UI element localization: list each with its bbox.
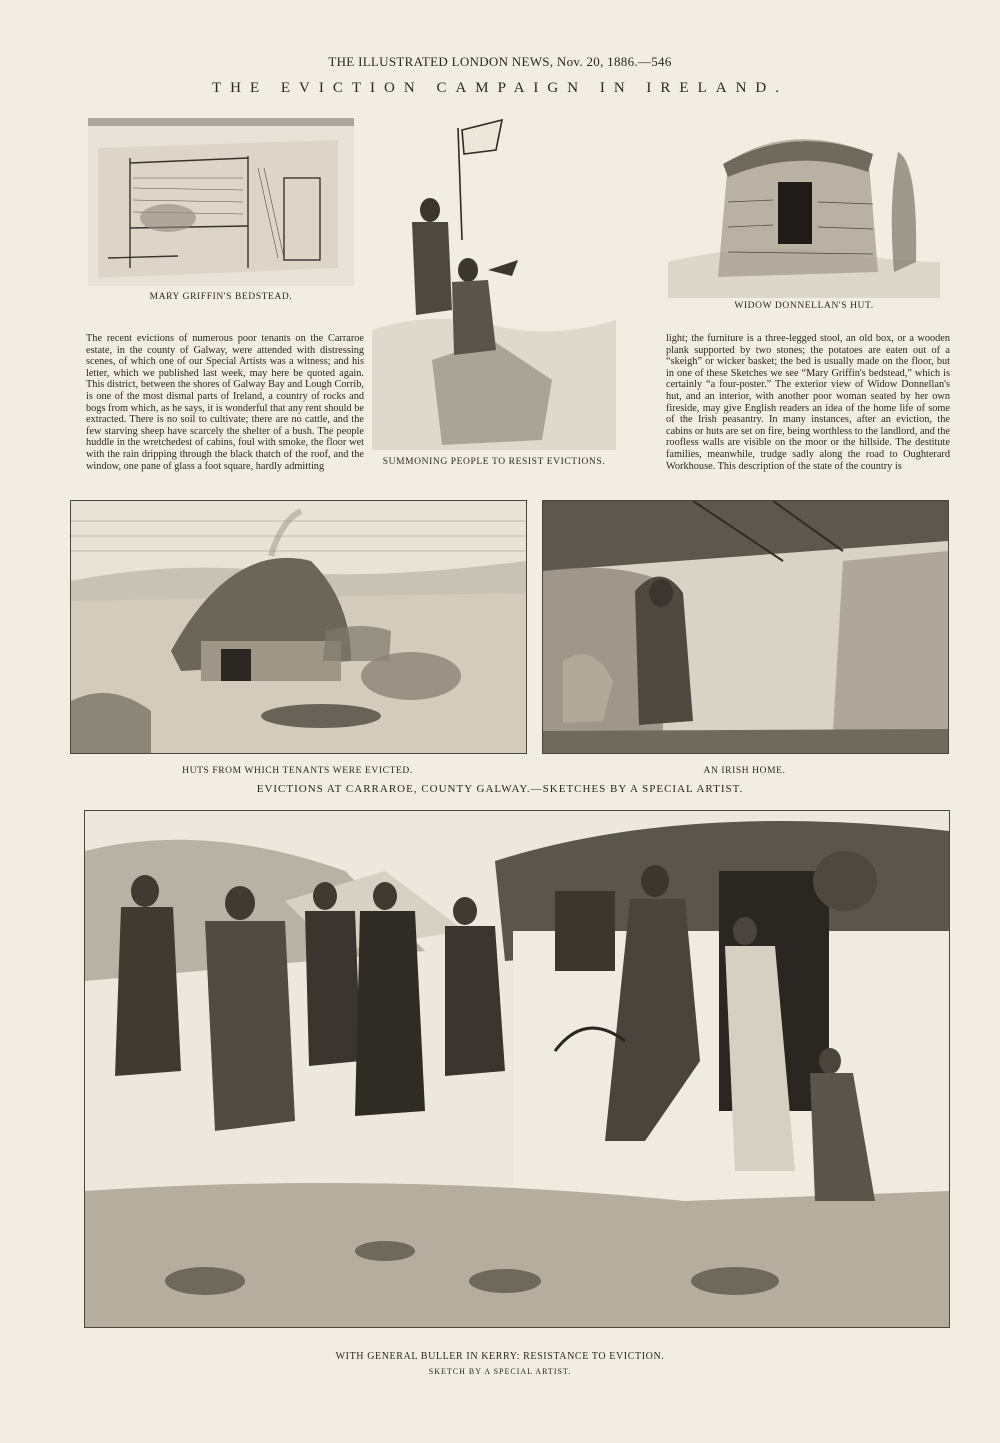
huts-illustration: [70, 500, 527, 754]
widow-hut-illustration: [668, 112, 940, 298]
irish-home-caption: AN IRISH HOME.: [703, 766, 786, 776]
article-right-column: light; the furniture is a three-legged stool, an old box, or a wooden plank supported by two stones; the potatoes are eaten out of a “skeigh” or wicker basket; the bed is usually made on the floor, but in one of these Sketches we see “Mary Griffin's bedstead,” which is certainly “a four-poster.” The exterior view of Widow Donnellan's hut, and an interior, with another poor woman seated by her own fireside, may give English readers an idea of the home life of some of the Irish peasantry. In many instances, after an eviction, the cabins or huts are set on fire, being worthless to the landlord, and the roofless walls are visible on the moor or the hillside. The destitute families, meanwhile, trudge sadly along the road to Oughterard Workhouse. This description of the state of the country is: [666, 333, 950, 472]
kerry-subcaption: SKETCH BY A SPECIAL ARTIST.: [428, 1367, 572, 1376]
kerry-eviction-illustration: [84, 810, 950, 1328]
masthead: THE ILLUSTRATED LONDON NEWS, Nov. 20, 1886.—546: [328, 54, 672, 69]
bedstead-caption: MARY GRIFFIN'S BEDSTEAD.: [149, 292, 293, 302]
kerry-caption: WITH GENERAL BULLER IN KERRY: RESISTANCE TO EVICTION.: [335, 1351, 665, 1362]
article-left-column: The recent evictions of numerous poor tenants on the Carraroe estate, in the county of Galway, were attended with distressing scenes, of which one of our Special Artists was a witness; and his letter, which we published last week, may here be quoted again. This district, between the shores of Galway Bay and Lough Corrib, is one of the most dismal parts of Ireland, a country of rocks and bogs from which, as he says, it is wonderful that any rent should be extracted. There is no soil to cultivate; there are no cattle, and the few starving sheep have scarcely the shelter of a bush. The people huddle in the wretchedest of cabins, foul with smoke, the floor wet with the rain dripping through the black thatch of the roof, and the window, one pane of glass a foot square, hardly admitting: [86, 333, 364, 472]
bedstead-illustration: [88, 118, 354, 286]
page-title: THE EVICTION CAMPAIGN IN IRELAND.: [211, 80, 788, 96]
summoning-caption: SUMMONING PEOPLE TO RESIST EVICTIONS.: [382, 457, 606, 467]
huts-caption: HUTS FROM WHICH TENANTS WERE EVICTED.: [182, 766, 413, 776]
section-caption: EVICTIONS AT CARRAROE, COUNTY GALWAY.—SKETCHES BY A SPECIAL ARTIST.: [256, 783, 744, 795]
irish-home-illustration: [542, 500, 949, 754]
summoning-illustration: [372, 110, 616, 450]
widow-hut-caption: WIDOW DONNELLAN'S HUT.: [734, 301, 874, 311]
